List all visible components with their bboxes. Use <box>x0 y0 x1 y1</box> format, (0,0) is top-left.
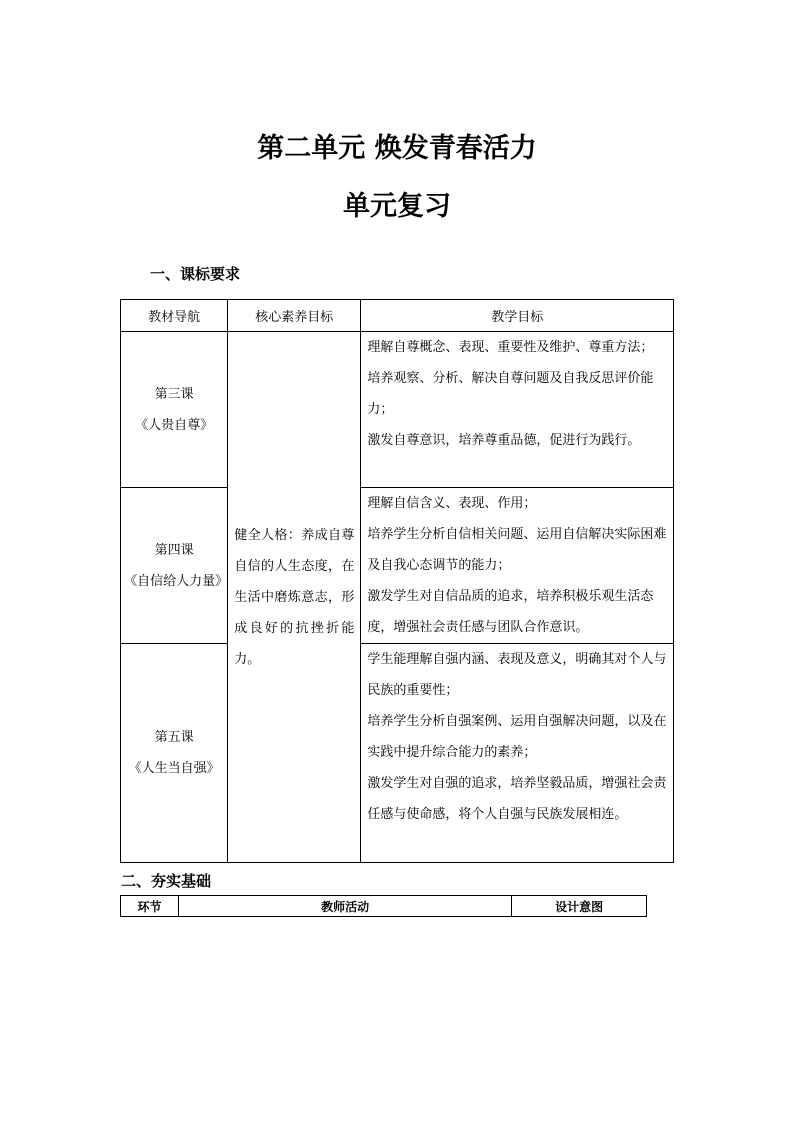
unit-subtitle: 单元复习 <box>343 191 451 222</box>
goal-item: 培养学生分析自强案例、运用自强解决问题，以及在实践中提升综合能力的素养； <box>367 714 667 760</box>
header-design-intent: 设计意图 <box>512 896 647 917</box>
goal-item: 培养学生分析自信相关问题、运用自信解决实际困难及自我心态调节的能力； <box>367 527 667 573</box>
section-heading-standards: 一、课标要求 <box>150 265 241 283</box>
core-competency-cell: 健全人格：养成自尊自信的人生态度，在生活中磨炼意志，形成良好的抗挫折能力。 <box>228 332 361 863</box>
teaching-activity-table <box>120 895 647 917</box>
lesson-cell <box>121 332 228 488</box>
header-core-competency: 核心素养目标 <box>228 300 361 332</box>
lesson-name: 《人贵自尊》 <box>135 417 214 433</box>
lesson-cell <box>121 488 228 644</box>
header-textbook-nav: 教材导航 <box>121 300 228 332</box>
goals-cell <box>361 488 674 644</box>
section-heading-foundation: 二、夯实基础 <box>121 872 212 890</box>
table-header-row <box>121 896 647 917</box>
goal-item: 理解自信含义、表现、作用； <box>367 496 537 511</box>
lesson-name: 《人生当自强》 <box>128 761 220 776</box>
goals-cell <box>361 332 674 488</box>
lesson-number: 第五课 <box>154 730 194 745</box>
header-teaching-goals: 教学目标 <box>361 300 674 332</box>
goal-item: 学生能理解自强内涵、表现及意义，明确其对个人与民族的重要性； <box>367 652 667 698</box>
table-header-row <box>121 300 674 332</box>
goals-cell <box>361 644 674 863</box>
goal-item: 激发学生对自信品质的追求，培养积极乐观生活态度，增强社会责任感与团队合作意识。 <box>367 589 654 635</box>
lesson-name: 《自信给人力量》 <box>124 573 229 589</box>
table-row <box>121 332 674 488</box>
table-row <box>121 644 674 863</box>
curriculum-standards-table <box>120 299 674 863</box>
goal-item: 激发学生对自强的追求，培养坚毅品质，增强社会责任感与使命感，将个人自强与民族发展相连。 <box>367 776 667 822</box>
lesson-cell <box>121 644 228 863</box>
table-row <box>121 488 674 644</box>
goal-item: 培养观察、分析、解决自尊问题及自我反思评价能力； <box>367 371 654 417</box>
lesson-number: 第三课 <box>154 386 194 402</box>
unit-title: 第二单元 焕发青春活力 <box>257 133 537 164</box>
goal-item: 理解自尊概念、表现、重要性及维护、尊重方法； <box>367 340 654 355</box>
header-teacher-activity: 教师活动 <box>178 896 511 917</box>
lesson-number: 第四课 <box>154 542 194 558</box>
header-stage: 环节 <box>121 896 179 917</box>
goal-item: 激发自尊意识，培养尊重品德，促进行为践行。 <box>367 433 641 448</box>
